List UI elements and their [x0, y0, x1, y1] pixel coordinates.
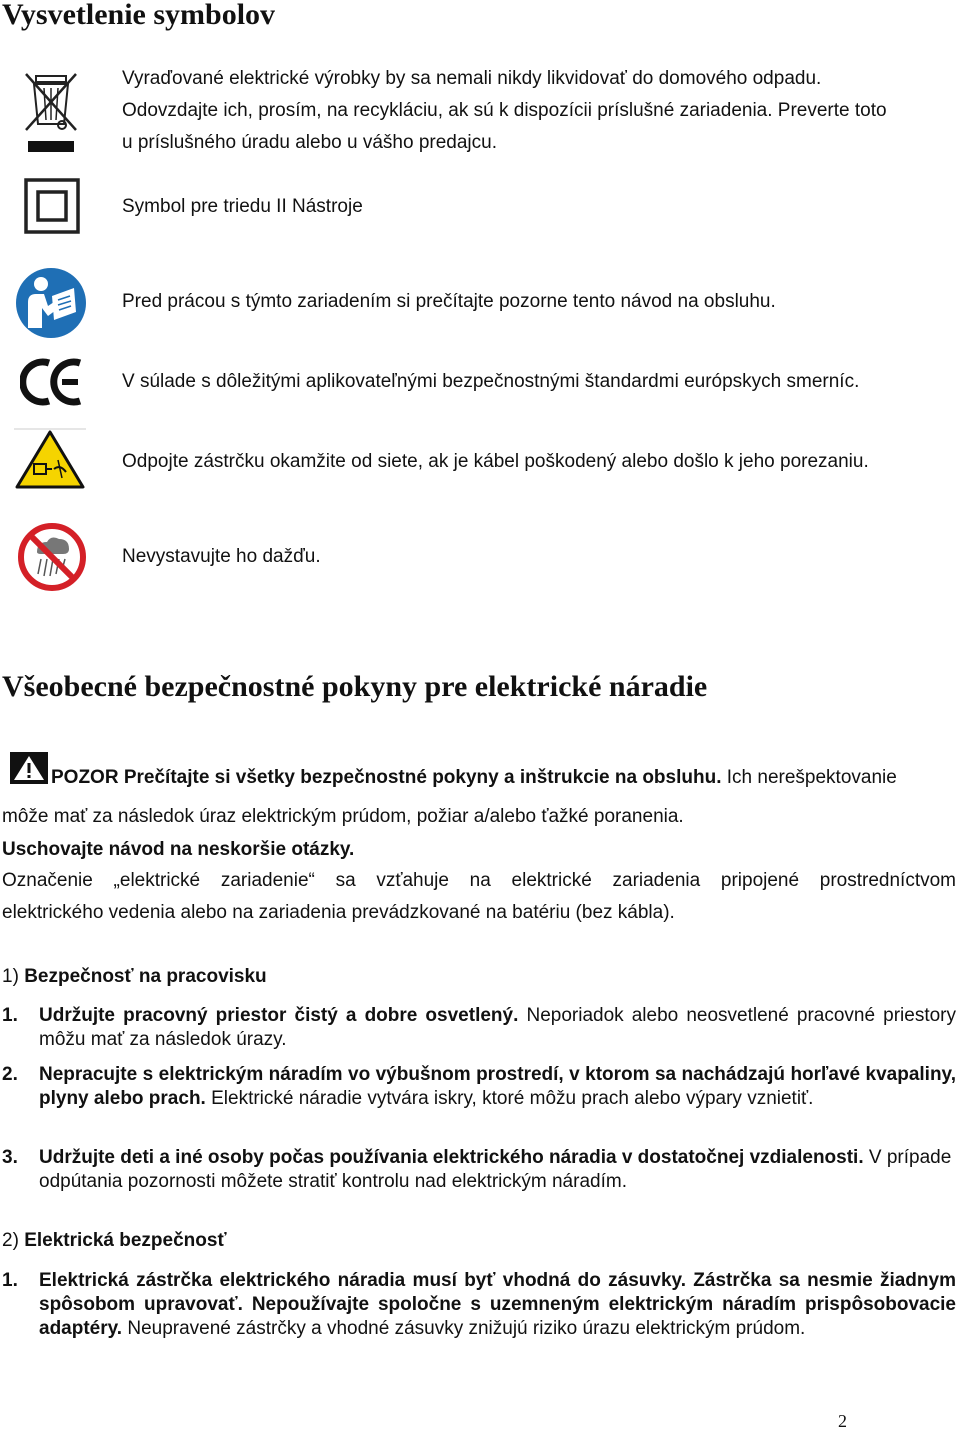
list-item-number: 1. — [2, 1270, 18, 1291]
weee-description — [122, 63, 952, 159]
list-item-text: Neupravené zástrčky a vhodné zásuvky znižujú riziko úrazu elektrickým prúdom. — [122, 1318, 806, 1339]
list-item — [2, 1063, 956, 1111]
weee-crossed-bin-icon — [22, 68, 80, 156]
list-item-text: V prípade odpútania pozornosti môžete stratiť kontrolu nad elektrickým náradím. — [39, 1147, 952, 1192]
warning-line-2: môže mať za následok úraz elektrickým prúdom, požiar a/alebo ťažké poranenia. — [2, 806, 684, 827]
list-item-number: 3. — [2, 1147, 18, 1168]
class-ii-double-square-icon — [24, 178, 80, 234]
list-item-bold: Udržujte deti a iné osoby počas používania elektrického náradia v dostatočnej vzdialenosti. — [39, 1147, 864, 1168]
warning-rest-text: Ich nerešpektovanie — [721, 767, 897, 788]
subsection-title-text: Bezpečnosť na pracovisku — [24, 966, 267, 987]
list-item — [2, 1146, 956, 1194]
class-ii-description: Symbol pre triedu II Nástroje — [122, 196, 363, 217]
unplug-warning-icon — [14, 428, 86, 490]
no-rain-icon — [17, 522, 87, 592]
section-title-safety: Všeobecné bezpečnostné pokyny pre elektrické náradie — [2, 670, 708, 703]
keep-manual-text: Uschovajte návod na neskoršie otázky. — [2, 839, 355, 860]
definition-line-2: elektrického vedenia alebo na zariadenia prevádzkované na batériu (bez kábla). — [2, 902, 675, 923]
no-rain-description: Nevystavujte ho dažďu. — [122, 546, 321, 567]
definition-line-1: Označenie „elektrické zariadenie“ sa vzťahuje na elektrické zariadenia pripojené prostredníctvom — [2, 870, 956, 891]
read-manual-icon — [14, 266, 88, 340]
warning-line-1 — [51, 762, 897, 794]
unplug-description: Odpojte zástrčku okamžite od siete, ak je kábel poškodený alebo došlo k jeho porezaniu. — [122, 451, 869, 472]
list-item-text: Neporiadok alebo neosvetlené pracovné priestory môžu mať za následok úrazy. — [39, 1005, 956, 1050]
subsection-title-workplace — [2, 961, 956, 993]
list-item-text: Elektrické náradie vytvára iskry, ktoré môžu prach alebo výpary vznietiť. — [205, 1088, 814, 1109]
warning-triangle-icon — [10, 752, 48, 784]
list-item-bold: Elektrická zástrčka elektrického náradia musí byť vhodná do zásuvky. Zástrčka sa nesmie žiadnym spôsobom upravovať. Nepoužívajte spoločne s uzemneným elektrickým náradím prispôsobovacie adaptéry. — [39, 1270, 956, 1339]
read-manual-description: Pred prácou s týmto zariadením si prečítajte pozorne tento návod na obsluhu. — [122, 291, 776, 312]
ce-description: V súlade s dôležitými aplikovateľnými bezpečnostnými štandardmi európskych smerníc. — [122, 371, 860, 392]
subsection-prefix: 1) — [2, 966, 25, 987]
list-item — [2, 1004, 956, 1052]
page-number: 2 — [838, 1411, 847, 1431]
warning-bold-text: POZOR Prečítajte si všetky bezpečnostné pokyny a inštrukcie na obsluhu. — [51, 767, 722, 788]
list-item-number: 2. — [2, 1064, 18, 1085]
weee-line-2: Odovzdajte ich, prosím, na recykláciu, ak sú k dispozícii príslušné zariadenia. Preverte toto — [122, 100, 887, 121]
list-item — [2, 1269, 956, 1341]
section-title-symbols: Vysvetlenie symbolov — [2, 0, 276, 31]
subsection-title-electrical — [2, 1225, 956, 1257]
weee-line-3: u príslušného úradu alebo u vášho predajcu. — [122, 132, 497, 153]
list-item-bold: Nepracujte s elektrickým náradím vo výbušnom prostredí, v ktorom sa nachádzajú horľavé kvapaliny, plyny alebo prach. — [39, 1064, 956, 1109]
weee-line-1: Vyraďované elektrické výrobky by sa nemali nikdy likvidovať do domového odpadu. — [122, 68, 822, 89]
subsection-title-text: Elektrická bezpečnosť — [24, 1230, 227, 1251]
list-item-bold: Udržujte pracovný priestor čistý a dobre osvetlený. — [39, 1005, 519, 1026]
list-item-number: 1. — [2, 1005, 18, 1026]
subsection-prefix: 2) — [2, 1230, 25, 1251]
ce-mark-icon — [20, 356, 84, 408]
